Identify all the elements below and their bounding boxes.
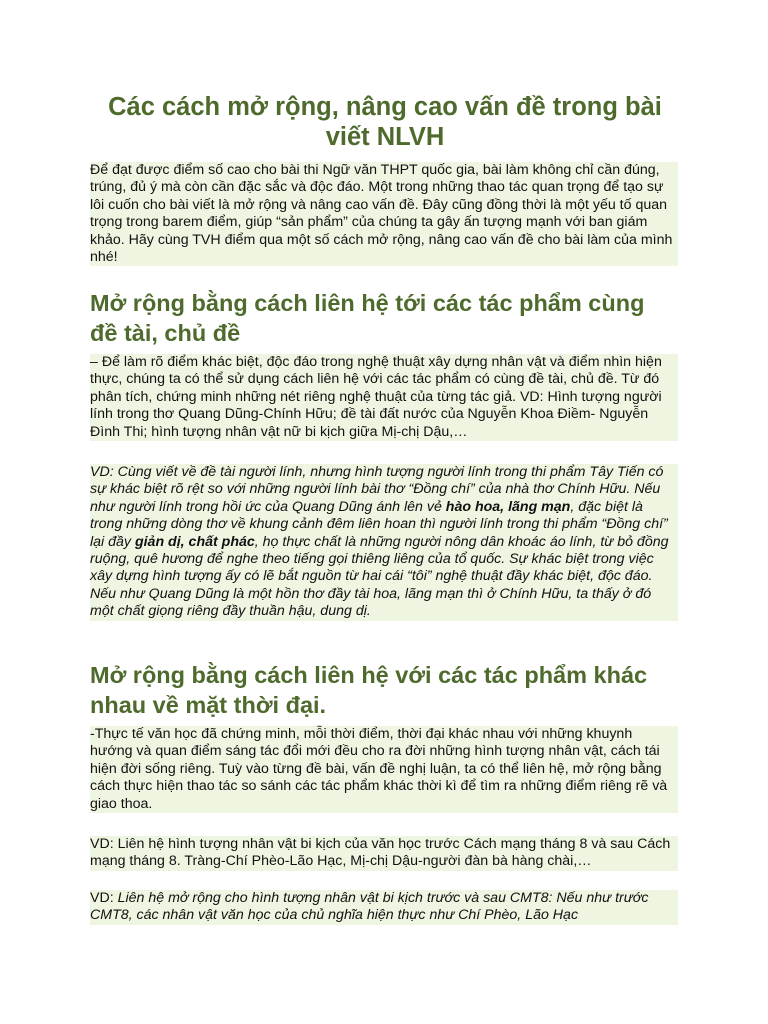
document-title: Các cách mở rộng, nâng cao vấn đề trong bài viết NLVH bbox=[108, 93, 662, 151]
section2-example-italic-paragraph bbox=[90, 890, 678, 925]
section1-heading: Mở rộng bằng cách liên hệ tới các tác phẩm cùng đề tài, chủ đề bbox=[90, 290, 645, 346]
example-text-3: , họ thực chất là những người nông dân khoác áo lính, từ bỏ đồng ruộng, quê hương để nghe theo tiếng gọi thiêng liêng của tổ quốc. Sự khác biệt trong việc xây dựng hình tượng ấy có lẽ bắt nguồn từ hai cái “tôi” nghệ thuật đầy khác biệt, độc đáo. Nếu như Quang Dũng là một hồn thơ đầy tài hoa, lãng mạn thì ở Chính Hữu, ta thấy ở đó một chất giọng riêng đầy thuần hậu, dung dị. bbox=[90, 533, 669, 620]
section2-paragraph: -Thực tế văn học đã chứng minh, mỗi thời điểm, thời đại khác nhau với những khuynh hướng và quan điểm sáng tác đổi mới đều cho ra đời những hình tượng nhân vật, cách tái hiện đời sống riêng. Tuỳ vào từng đề bài, vấn đề nghị luận, ta có thể liên hệ, mở rộng bằng cách thực hiện thao tác so sánh các tác phẩm khác thời kì để tìm ra những điểm riêng rẽ và giao thoa. bbox=[90, 726, 678, 813]
example-italic-text: Liên hệ mở rộng cho hình tượng nhân vật bi kịch trước và sau CMT8: Nếu như trước CMT8, các nhân vật văn học của chủ nghĩa hiện thực như Chí Phèo, Lão Hạc bbox=[90, 890, 649, 924]
section2-example-paragraph: VD: Liên hệ hình tượng nhân vật bi kịch của văn học trước Cách mạng tháng 8 và sau Cách mạng tháng 8. Tràng-Chí Phèo-Lão Hạc, Mị-chị Dậu-người đàn bà hàng chài,… bbox=[90, 836, 678, 871]
section2-heading: Mở rộng bằng cách liên hệ với các tác phẩm khác nhau về mặt thời đại. bbox=[90, 662, 648, 718]
example-text-2: , đặc biệt là trong những dòng thơ về khung cảnh đêm liên hoan thì người lính trong thi phẩm “Đồng chí” lại đầy bbox=[90, 498, 668, 550]
example-text-1: VD: Cùng viết về đề tài người lính, nhưng hình tượng người lính trong thi phẩm Tây Tiến có sự khác biệt rõ rệt so với những người lính bài thơ “Đồng chí” của nhà thơ Chính Hữu. Nếu như người lính trong hồi ức của Quang Dũng ánh lên vẻ bbox=[90, 464, 664, 515]
example-prefix: VD: bbox=[90, 890, 118, 906]
section1-paragraph: – Để làm rõ điểm khác biệt, độc đáo trong nghệ thuật xây dựng nhân vật và điểm nhìn hiện thực, chúng ta có thể sử dụng cách liên hệ với các tác phẩm có cùng đề tài, chủ đề. Từ đó phân tích, chứng minh những nét riêng nghệ thuật của từng tác giả. VD: Hình tượng người lính trong thơ Quang Dũng-Chính Hữu; đề tài đất nước của Nguyễn Khoa Điềm- Nguyễn Đình Thi; hình tượng nhân vật nữ bi kịch giữa Mị-chị Dậu,… bbox=[90, 354, 678, 441]
example-emphasis-2: giản dị, chất phác bbox=[134, 533, 255, 550]
section1-example-paragraph bbox=[90, 464, 678, 621]
intro-paragraph: Để đạt được điểm số cao cho bài thi Ngữ văn THPT quốc gia, bài làm không chỉ cần đúng, trúng, đủ ý mà còn cần đặc sắc và độc đáo. Một trong những thao tác quan trọng để tạo sự lôi cuốn cho bài viết là mở rộng và nâng cao vấn đề. Đây cũng đồng thời là một yếu tố quan trọng trong barem điểm, giúp “sản phẩm” của chúng ta gây ấn tượng mạnh với ban giám khảo. Hãy cùng TVH điểm qua một số cách mở rộng, nâng cao vấn đề cho bài làm của mình nhé! bbox=[90, 162, 678, 266]
example-emphasis-1: hào hoa, lãng mạn bbox=[445, 498, 571, 515]
